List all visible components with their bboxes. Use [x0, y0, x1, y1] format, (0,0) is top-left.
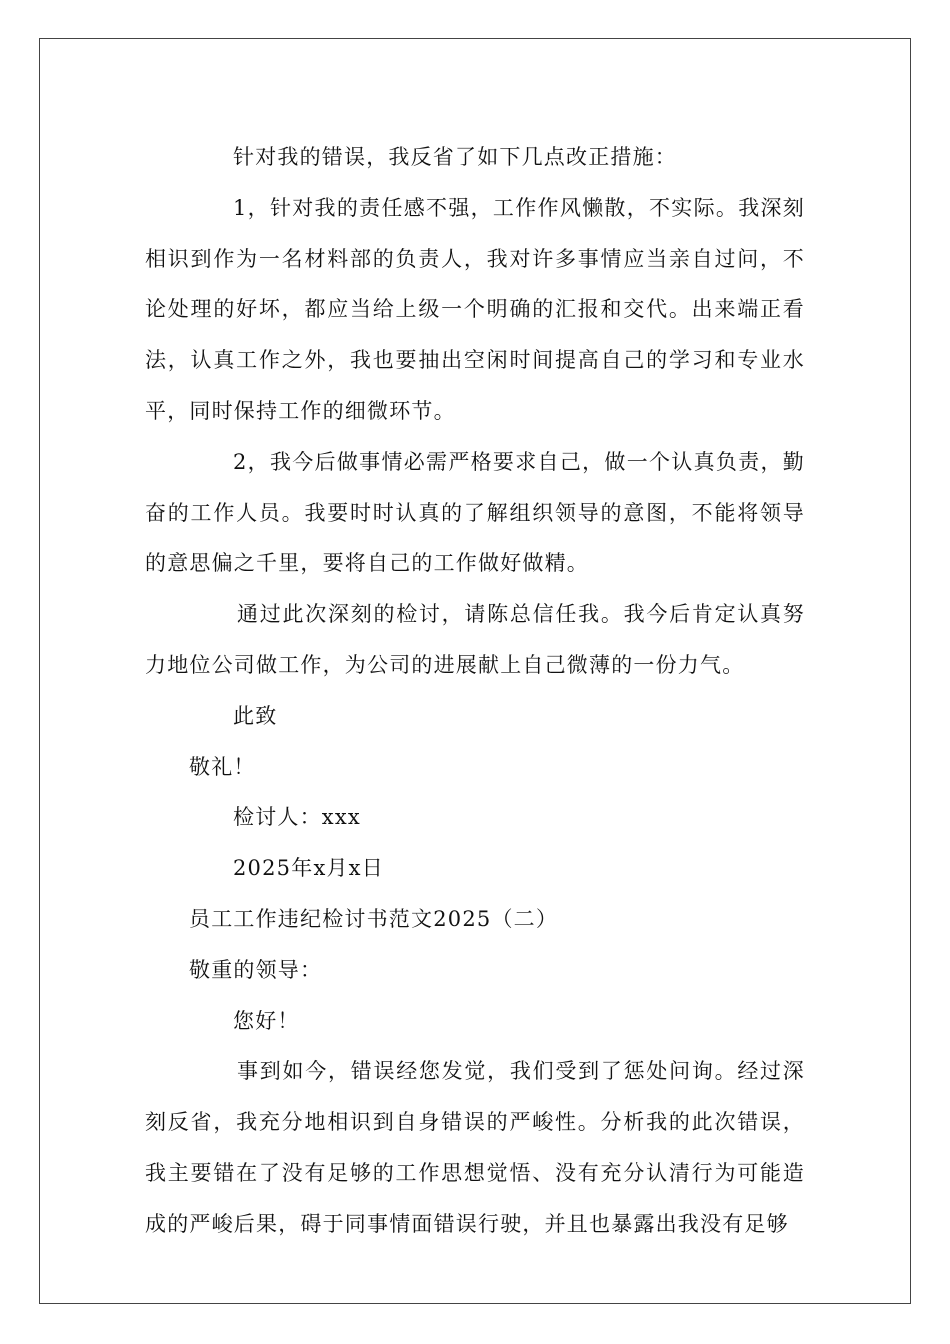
section-title: 员工工作违纪检讨书范文2025（二） [189, 906, 559, 931]
point-1-paragraph: 1，针对我的责任感不强，工作作风懒散，不实际。我深刻相识到作为一名材料部的负责人，我对许多事情应当亲自过问，不论处理的好坏，都应当给上级一个明确的汇报和交代。出来端正看法，认真工作之外，我也要抽出空闲时间提高自己的学习和专业水平，同时保持工作的细微环节。 [145, 195, 805, 423]
closing-paragraph: 通过此次深刻的检讨，请陈总信任我。我今后肯定认真努力地位公司做工作，为公司的进展献上自己微薄的一份力气。 [145, 602, 805, 677]
point-2-paragraph: 2，我今后做事情必需严格要求自己，做一个认真负责，勤奋的工作人员。我要时时认真的了解组织领导的意图，不能将领导的意思偏之千里，要将自己的工作做好做精。 [145, 449, 805, 576]
date-line: 2025年x月x日 [233, 856, 384, 881]
cizhi-line: 此致 [233, 703, 278, 728]
salutation-line: 敬重的领导： [189, 957, 323, 982]
intro-paragraph: 针对我的错误，我反省了如下几点改正措施： [233, 145, 677, 169]
jingli-line: 敬礼！ [189, 754, 256, 779]
document-body [145, 132, 805, 1250]
body-2-paragraph: 事到如今，错误经您发觉，我们受到了惩处问询。经过深刻反省，我充分地相识到自身错误的严峻性。分析我的此次错误，我主要错在了没有足够的工作思想觉悟、没有充分认清行为可能造成的严峻后果，碍于同事情面错误行驶，并且也暴露出我没有足够 [145, 1059, 805, 1236]
greeting-line: 您好！ [233, 1008, 300, 1033]
signer-line: 检讨人：xxx [233, 805, 361, 830]
